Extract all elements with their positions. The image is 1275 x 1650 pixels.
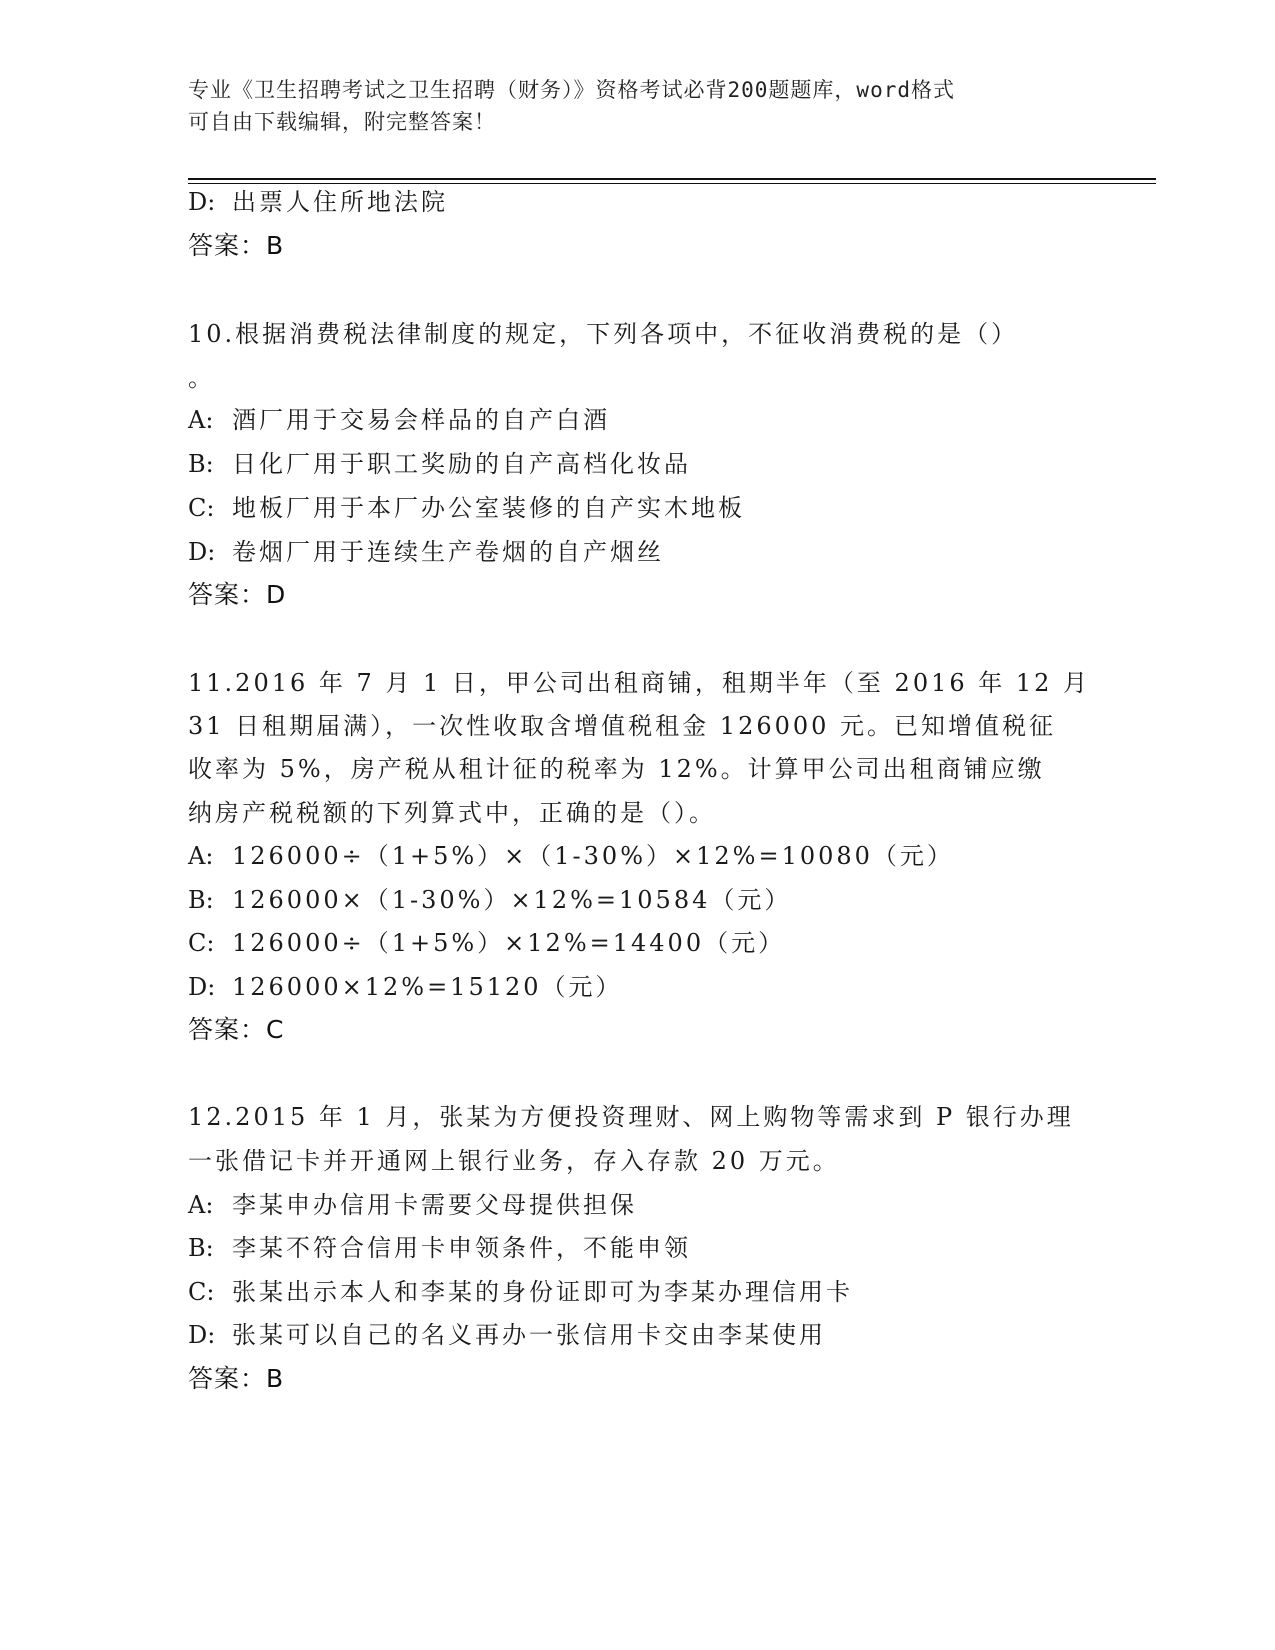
option-text: 126000÷（1+5%）×12%=14400（元）	[232, 929, 786, 957]
q10-option-a	[188, 404, 610, 436]
q11-stem-line: 31 日租期届满），一次性收取含增值税租金 126000 元。已知增值税征	[188, 712, 1057, 740]
option-label: A:	[188, 406, 214, 434]
q12-answer: 答案：B	[188, 1364, 285, 1393]
q12-option-b	[188, 1232, 691, 1264]
option-text: 地板厂用于本厂办公室装修的自产实木地板	[232, 494, 745, 522]
option-label: D:	[188, 1321, 216, 1349]
header-title-line-1: 专业《卫生招聘考试之卫生招聘（财务）》资格考试必背200题题库，word格式	[188, 78, 955, 102]
q9-option-d	[188, 186, 448, 218]
option-text: 张某可以自己的名义再办一张信用卡交由李某使用	[232, 1321, 826, 1349]
option-label: C:	[188, 494, 215, 522]
q12-option-d	[188, 1319, 826, 1351]
header-divider-thin	[188, 183, 1156, 184]
option-label: C:	[188, 929, 215, 957]
q11-option-b	[188, 884, 791, 916]
q10-stem-line: 。	[188, 364, 215, 392]
q10-answer: 答案：D	[188, 580, 287, 609]
option-label: D:	[188, 973, 216, 1001]
q12-option-c	[188, 1276, 853, 1308]
q10-stem-line: 10.根据消费税法律制度的规定，下列各项中，不征收消费税的是（）	[188, 320, 1019, 348]
option-text: 张某出示本人和李某的身份证即可为李某办理信用卡	[232, 1278, 853, 1306]
q11-answer: 答案：C	[188, 1015, 285, 1044]
option-label: B:	[188, 1234, 214, 1262]
option-label: B:	[188, 886, 214, 914]
header-title-line-2: 可自由下载编辑，附完整答案！	[188, 110, 496, 134]
option-label: D:	[188, 188, 216, 216]
option-label: D:	[188, 538, 216, 566]
q12-option-a	[188, 1189, 637, 1221]
header-divider-thick	[188, 178, 1156, 180]
option-text: 出票人住所地法院	[232, 188, 448, 216]
option-text: 126000×12%=15120（元）	[232, 973, 623, 1001]
option-text: 卷烟厂用于连续生产卷烟的自产烟丝	[232, 538, 664, 566]
q12-stem-line: 一张借记卡并开通网上银行业务，存入存款 20 万元。	[188, 1147, 840, 1175]
q11-option-d	[188, 971, 623, 1003]
q11-stem-line: 收率为 5%，房产税从租计征的税率为 12%。计算甲公司出租商铺应缴	[188, 755, 1045, 783]
option-text: 酒厂用于交易会样品的自产白酒	[232, 406, 610, 434]
option-text: 日化厂用于职工奖励的自产高档化妆品	[232, 450, 691, 478]
option-label: C:	[188, 1278, 215, 1306]
option-label: A:	[188, 842, 214, 870]
option-text: 126000×（1-30%）×12%=10584（元）	[232, 886, 792, 914]
q10-option-c	[188, 492, 745, 524]
option-text: 李某申办信用卡需要父母提供担保	[232, 1191, 637, 1219]
q12-stem-line: 12.2015 年 1 月，张某为方便投资理财、网上购物等需求到 P 银行办理	[188, 1103, 1074, 1131]
option-text: 126000÷（1+5%）×（1-30%）×12%=10080（元）	[232, 842, 954, 870]
q10-option-b	[188, 448, 691, 480]
option-label: A:	[188, 1191, 214, 1219]
q9-answer: 答案：B	[188, 231, 285, 260]
document-header	[188, 74, 1088, 138]
q10-option-d	[188, 536, 664, 568]
q11-stem-line: 纳房产税税额的下列算式中，正确的是（）。	[188, 799, 716, 827]
option-text: 李某不符合信用卡申领条件，不能申领	[232, 1234, 691, 1262]
option-label: B:	[188, 450, 214, 478]
q11-stem-line: 11.2016 年 7 月 1 日，甲公司出租商铺，租期半年（至 2016 年 12 月	[188, 669, 1091, 697]
q11-option-a	[188, 840, 954, 872]
q11-option-c	[188, 927, 785, 959]
